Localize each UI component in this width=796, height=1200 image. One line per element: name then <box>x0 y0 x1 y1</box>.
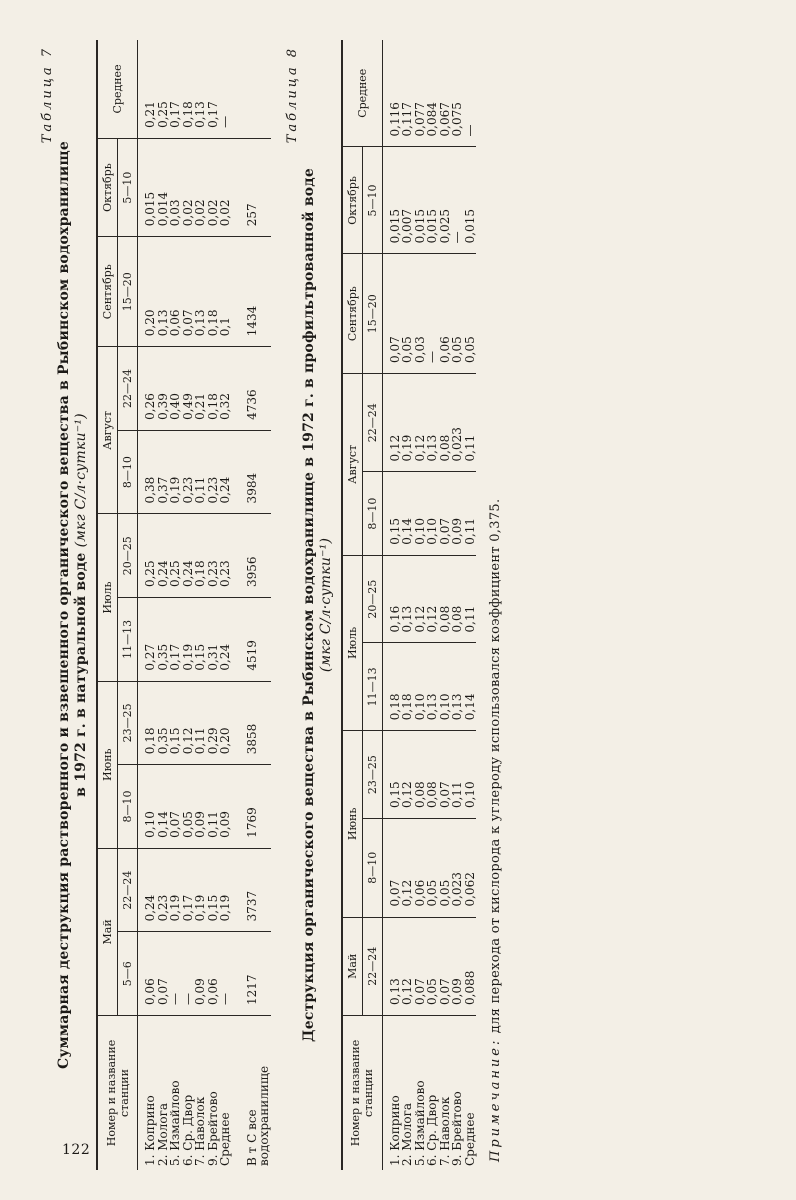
table-cell: — <box>426 254 439 374</box>
footnote-prefix: Примечание: <box>488 1037 503 1162</box>
table-cell: 0,14 <box>157 765 170 849</box>
table-cell: 0,23 <box>207 430 220 514</box>
table8-day-header: 8—10 <box>362 819 382 917</box>
table-cell: 4519 <box>232 598 271 682</box>
station-name: 9. Брейтово <box>451 1016 464 1171</box>
table-cell: 0,13 <box>157 237 170 347</box>
table-cell: 0,07 <box>439 472 452 555</box>
table-cell: 0,38 <box>138 430 157 514</box>
table-cell: 0,11 <box>464 555 477 643</box>
table7-station-header: Номер и название станции <box>97 1016 138 1171</box>
table8-label: Таблица 8 <box>284 46 300 144</box>
table-cell: 0,23 <box>182 430 195 514</box>
table8-day-header: 8—10 <box>362 472 382 555</box>
station-name: В т С все водохранилище <box>232 1016 271 1171</box>
table8-day-header: 22—24 <box>362 373 382 471</box>
table-cell: 0,05 <box>426 819 439 917</box>
table-cell: 0,05 <box>451 254 464 374</box>
table-cell: 3858 <box>232 681 271 765</box>
table7-day-header: 8—10 <box>118 430 138 514</box>
table-cell: 0,014 <box>157 138 170 236</box>
table-cell: 0,12 <box>401 917 414 1015</box>
table-cell: 0,12 <box>401 819 414 917</box>
table-cell: 0,02 <box>194 138 207 236</box>
station-name: 9. Брейтово <box>207 1016 220 1171</box>
table8-row <box>451 40 464 1170</box>
table8-day-header: 22—24 <box>362 917 382 1015</box>
table-cell: 0,07 <box>382 254 401 374</box>
table8-title: Деструкция органического вещества в Рыбинском водохранилище в 1972 г. в профильтрованной воде <box>300 168 317 1042</box>
table-cell: 0,31 <box>207 598 220 682</box>
table-cell: 0,12 <box>414 373 427 471</box>
table-cell: 0,23 <box>207 514 220 598</box>
table-cell: 0,03 <box>414 254 427 374</box>
table-cell: 0,06 <box>138 932 157 1016</box>
table-cell: 0,077 <box>414 40 427 147</box>
table-cell: 0,23 <box>157 848 170 932</box>
table-cell: 0,40 <box>169 347 182 431</box>
table8-row <box>382 40 401 1170</box>
table-cell: 0,18 <box>138 681 157 765</box>
table7-label: Таблица 7 <box>40 46 55 144</box>
table7-caption <box>56 40 90 1170</box>
station-name: 6. Ср. Двор <box>426 1016 439 1171</box>
table-cell: 0,07 <box>169 765 182 849</box>
table-cell: 0,11 <box>451 731 464 819</box>
table8 <box>341 40 477 1170</box>
table-cell: 0,10 <box>439 643 452 731</box>
table-cell: 0,12 <box>382 373 401 471</box>
table-cell: 0,19 <box>169 430 182 514</box>
table-cell: 0,02 <box>219 138 232 236</box>
table-cell: 0,015 <box>426 147 439 254</box>
table-cell: 0,24 <box>219 598 232 682</box>
table-cell: 0,13 <box>426 373 439 471</box>
table-cell: 1769 <box>232 765 271 849</box>
table-cell: 0,17 <box>207 40 220 138</box>
table-cell: 0,17 <box>169 40 182 138</box>
station-name: 7. Наволок <box>439 1016 452 1171</box>
table-cell: 3737 <box>232 848 271 932</box>
table-cell: 0,18 <box>182 40 195 138</box>
table-cell: 0,07 <box>157 932 170 1016</box>
table-cell: 0,023 <box>451 819 464 917</box>
table7-row <box>169 40 182 1170</box>
table-cell: 0,015 <box>382 147 401 254</box>
table-cell: 0,07 <box>182 237 195 347</box>
table-cell: 3984 <box>232 430 271 514</box>
table-cell: 0,25 <box>157 40 170 138</box>
table-cell: 0,12 <box>426 555 439 643</box>
table-cell: 0,18 <box>194 514 207 598</box>
table-cell: 0,17 <box>182 848 195 932</box>
table-cell: 0,35 <box>157 598 170 682</box>
table-cell: 257 <box>232 138 271 236</box>
table-cell: 0,05 <box>439 819 452 917</box>
table8-station-header: Номер и название станции <box>342 1016 383 1171</box>
station-name: 1. Коприно <box>382 1016 401 1171</box>
rotated-page-content <box>40 40 780 1170</box>
table-cell: 0,06 <box>207 932 220 1016</box>
table7-month-october: Октябрь <box>97 138 118 236</box>
table-cell: 0,19 <box>194 848 207 932</box>
table-cell: 0,06 <box>439 254 452 374</box>
table-cell: 0,13 <box>194 40 207 138</box>
table-cell: 0,116 <box>382 40 401 147</box>
table7-row <box>219 40 232 1170</box>
table-cell: 0,11 <box>207 765 220 849</box>
station-name: 6. Ср. Двор <box>182 1016 195 1171</box>
table-cell: 0,09 <box>194 932 207 1016</box>
station-name: 5. Измайлово <box>414 1016 427 1171</box>
table-cell: 0,19 <box>401 373 414 471</box>
table-cell: 0,13 <box>426 643 439 731</box>
table-cell: — <box>219 932 232 1016</box>
table7-day-header: 8—10 <box>118 765 138 849</box>
table-cell: 0,08 <box>439 555 452 643</box>
table-cell: 0,13 <box>382 917 401 1015</box>
table-cell: 0,15 <box>169 681 182 765</box>
table-cell: 0,10 <box>414 643 427 731</box>
table-cell: 0,13 <box>401 555 414 643</box>
table-cell: 0,13 <box>451 643 464 731</box>
table-cell: 3956 <box>232 514 271 598</box>
table-cell: 0,10 <box>414 472 427 555</box>
table8-row <box>401 40 414 1170</box>
table-cell: 0,25 <box>138 514 157 598</box>
table7-row <box>194 40 207 1170</box>
table-cell: 0,08 <box>439 373 452 471</box>
table8-day-header: 23—25 <box>362 731 382 819</box>
table-cell: 0,03 <box>169 138 182 236</box>
table-cell: 0,02 <box>182 138 195 236</box>
table-cell: 0,23 <box>219 514 232 598</box>
table8-days-row <box>362 40 382 1170</box>
table-cell: 0,088 <box>464 917 477 1015</box>
table8-month-september: Сентябрь <box>342 254 363 374</box>
table-cell: 0,13 <box>194 237 207 347</box>
table-cell: 0,18 <box>382 643 401 731</box>
table-cell: 0,11 <box>464 373 477 471</box>
station-name: 1. Коприно <box>138 1016 157 1171</box>
table-cell: 0,09 <box>451 917 464 1015</box>
station-name: 2. Молога <box>157 1016 170 1171</box>
table-cell: 4736 <box>232 347 271 431</box>
table7-month-august: Август <box>97 347 118 514</box>
table8-month-august: Август <box>342 373 363 555</box>
table-cell: 0,18 <box>207 237 220 347</box>
footnote-text: для перехода от кислорода к углероду использовался коэффициент 0,375. <box>488 498 503 1034</box>
table-cell: 0,27 <box>138 598 157 682</box>
table7-day-header: 15—20 <box>118 237 138 347</box>
table-cell: 0,19 <box>169 848 182 932</box>
table7-day-header: 23—25 <box>118 681 138 765</box>
table7-units: (мкг С/л·сутки⁻¹) <box>73 413 89 548</box>
table7-day-header: 22—24 <box>118 848 138 932</box>
table-cell: — <box>182 932 195 1016</box>
table-cell: 0,11 <box>194 430 207 514</box>
table-cell: 0,023 <box>451 373 464 471</box>
table-cell: 0,07 <box>382 819 401 917</box>
table8-day-header: 11—13 <box>362 643 382 731</box>
table7-day-header: 5—10 <box>118 138 138 236</box>
table-cell: 0,12 <box>401 731 414 819</box>
table-cell: 0,09 <box>219 765 232 849</box>
table7-title: Суммарная деструкция растворенного и взвешенного органического вещества в Рыбинском водохранилище <box>56 141 72 1069</box>
table8-row <box>464 40 477 1170</box>
table7-day-header: 22—24 <box>118 347 138 431</box>
table7-month-july: Июль <box>97 514 118 681</box>
table-cell: 0,05 <box>182 765 195 849</box>
page-number: 122 <box>62 1142 91 1158</box>
table-cell: 0,35 <box>157 681 170 765</box>
table7-row <box>232 40 271 1170</box>
table-cell: 0,20 <box>219 681 232 765</box>
table-cell: 0,09 <box>194 765 207 849</box>
table-cell: 0,19 <box>182 598 195 682</box>
table-cell: 0,062 <box>464 819 477 917</box>
table7-day-header: 5—6 <box>118 932 138 1016</box>
table-cell: 0,09 <box>451 472 464 555</box>
table-cell: 0,10 <box>464 731 477 819</box>
table-cell: 0,10 <box>138 765 157 849</box>
table-cell: — <box>451 147 464 254</box>
table-cell: 0,02 <box>207 138 220 236</box>
table-cell: 0,025 <box>439 147 452 254</box>
table7-mean-header: Среднее <box>97 40 138 138</box>
table-cell: — <box>219 40 232 138</box>
table-cell: 0,11 <box>194 681 207 765</box>
table-cell: 0,1 <box>219 237 232 347</box>
table8-month-october: Октябрь <box>342 147 363 254</box>
table-cell: 0,084 <box>426 40 439 147</box>
table7-month-june: Июнь <box>97 681 118 848</box>
table7-month-september: Сентябрь <box>97 237 118 347</box>
table7-month-may: Май <box>97 848 118 1015</box>
station-name: Среднее <box>219 1016 232 1171</box>
table-cell: 0,18 <box>401 643 414 731</box>
table7-body <box>138 40 271 1170</box>
table-cell: 0,15 <box>382 731 401 819</box>
table-cell: 0,007 <box>401 147 414 254</box>
table-cell: 0,24 <box>219 430 232 514</box>
table-cell: 0,25 <box>169 514 182 598</box>
table-cell: 0,05 <box>426 917 439 1015</box>
table8-month-july: Июль <box>342 555 363 731</box>
table-cell: 0,21 <box>138 40 157 138</box>
table-cell: 0,07 <box>439 731 452 819</box>
table-cell: 0,015 <box>138 138 157 236</box>
table-cell: 0,21 <box>194 347 207 431</box>
table-cell: 0,16 <box>382 555 401 643</box>
table-cell: 0,067 <box>439 40 452 147</box>
table8-units: (мкг С/л·сутки⁻¹) <box>317 537 334 673</box>
table8-day-header: 20—25 <box>362 555 382 643</box>
table-cell: 0,07 <box>414 917 427 1015</box>
table-cell: — <box>169 932 182 1016</box>
table8-body <box>382 40 476 1170</box>
table8-caption <box>301 40 335 1170</box>
station-name: 2. Молога <box>401 1016 414 1171</box>
table-cell: 0,18 <box>207 347 220 431</box>
table-cell: 0,08 <box>426 731 439 819</box>
station-name: 7. Наволок <box>194 1016 207 1171</box>
table-cell: 0,17 <box>169 598 182 682</box>
table-cell <box>232 40 271 138</box>
table-cell: 0,24 <box>157 514 170 598</box>
table-cell: 0,05 <box>464 254 477 374</box>
table-cell: 0,24 <box>182 514 195 598</box>
table7 <box>96 40 271 1170</box>
table-cell: 0,06 <box>414 819 427 917</box>
table8-row <box>426 40 439 1170</box>
table-cell: 0,07 <box>439 917 452 1015</box>
table-cell: 1434 <box>232 237 271 347</box>
table-cell: 0,08 <box>451 555 464 643</box>
table-cell: 0,15 <box>194 598 207 682</box>
table8-month-june: Июнь <box>342 731 363 917</box>
table7-day-header: 11—13 <box>118 598 138 682</box>
table8-day-header: 5—10 <box>362 147 382 254</box>
table-cell: 0,117 <box>401 40 414 147</box>
table-cell: 0,15 <box>382 472 401 555</box>
table-cell: 0,14 <box>401 472 414 555</box>
table-cell: 0,20 <box>138 237 157 347</box>
station-name: Среднее <box>464 1016 477 1171</box>
table-cell: 0,06 <box>169 237 182 347</box>
table-cell: 0,14 <box>464 643 477 731</box>
table-cell: — <box>464 40 477 147</box>
table-cell: 0,32 <box>219 347 232 431</box>
table-cell: 1217 <box>232 932 271 1016</box>
table8-mean-header: Среднее <box>342 40 383 147</box>
table-cell: 0,39 <box>157 347 170 431</box>
table-cell: 0,12 <box>414 555 427 643</box>
table-cell: 0,015 <box>464 147 477 254</box>
table-cell: 0,075 <box>451 40 464 147</box>
table-cell: 0,15 <box>207 848 220 932</box>
table7-title-line2: в 1972 г. в натуральной воде (мкг С/л·сутки⁻¹) <box>73 413 89 797</box>
table7-day-header: 20—25 <box>118 514 138 598</box>
table7-row <box>138 40 157 1170</box>
table-cell: 0,24 <box>138 848 157 932</box>
table-cell: 0,05 <box>401 254 414 374</box>
footnote <box>488 40 503 1170</box>
table-cell: 0,29 <box>207 681 220 765</box>
table8-month-may: Май <box>342 917 363 1015</box>
table-cell: 0,19 <box>219 848 232 932</box>
table-cell: 0,015 <box>414 147 427 254</box>
table-cell: 0,26 <box>138 347 157 431</box>
table-cell: 0,12 <box>182 681 195 765</box>
table8-day-header: 15—20 <box>362 254 382 374</box>
table7-days-row <box>118 40 138 1170</box>
table-cell: 0,37 <box>157 430 170 514</box>
table-cell: 0,11 <box>464 472 477 555</box>
table-cell: 0,08 <box>414 731 427 819</box>
table-cell: 0,49 <box>182 347 195 431</box>
station-name: 5. Измайлово <box>169 1016 182 1171</box>
table-cell: 0,10 <box>426 472 439 555</box>
